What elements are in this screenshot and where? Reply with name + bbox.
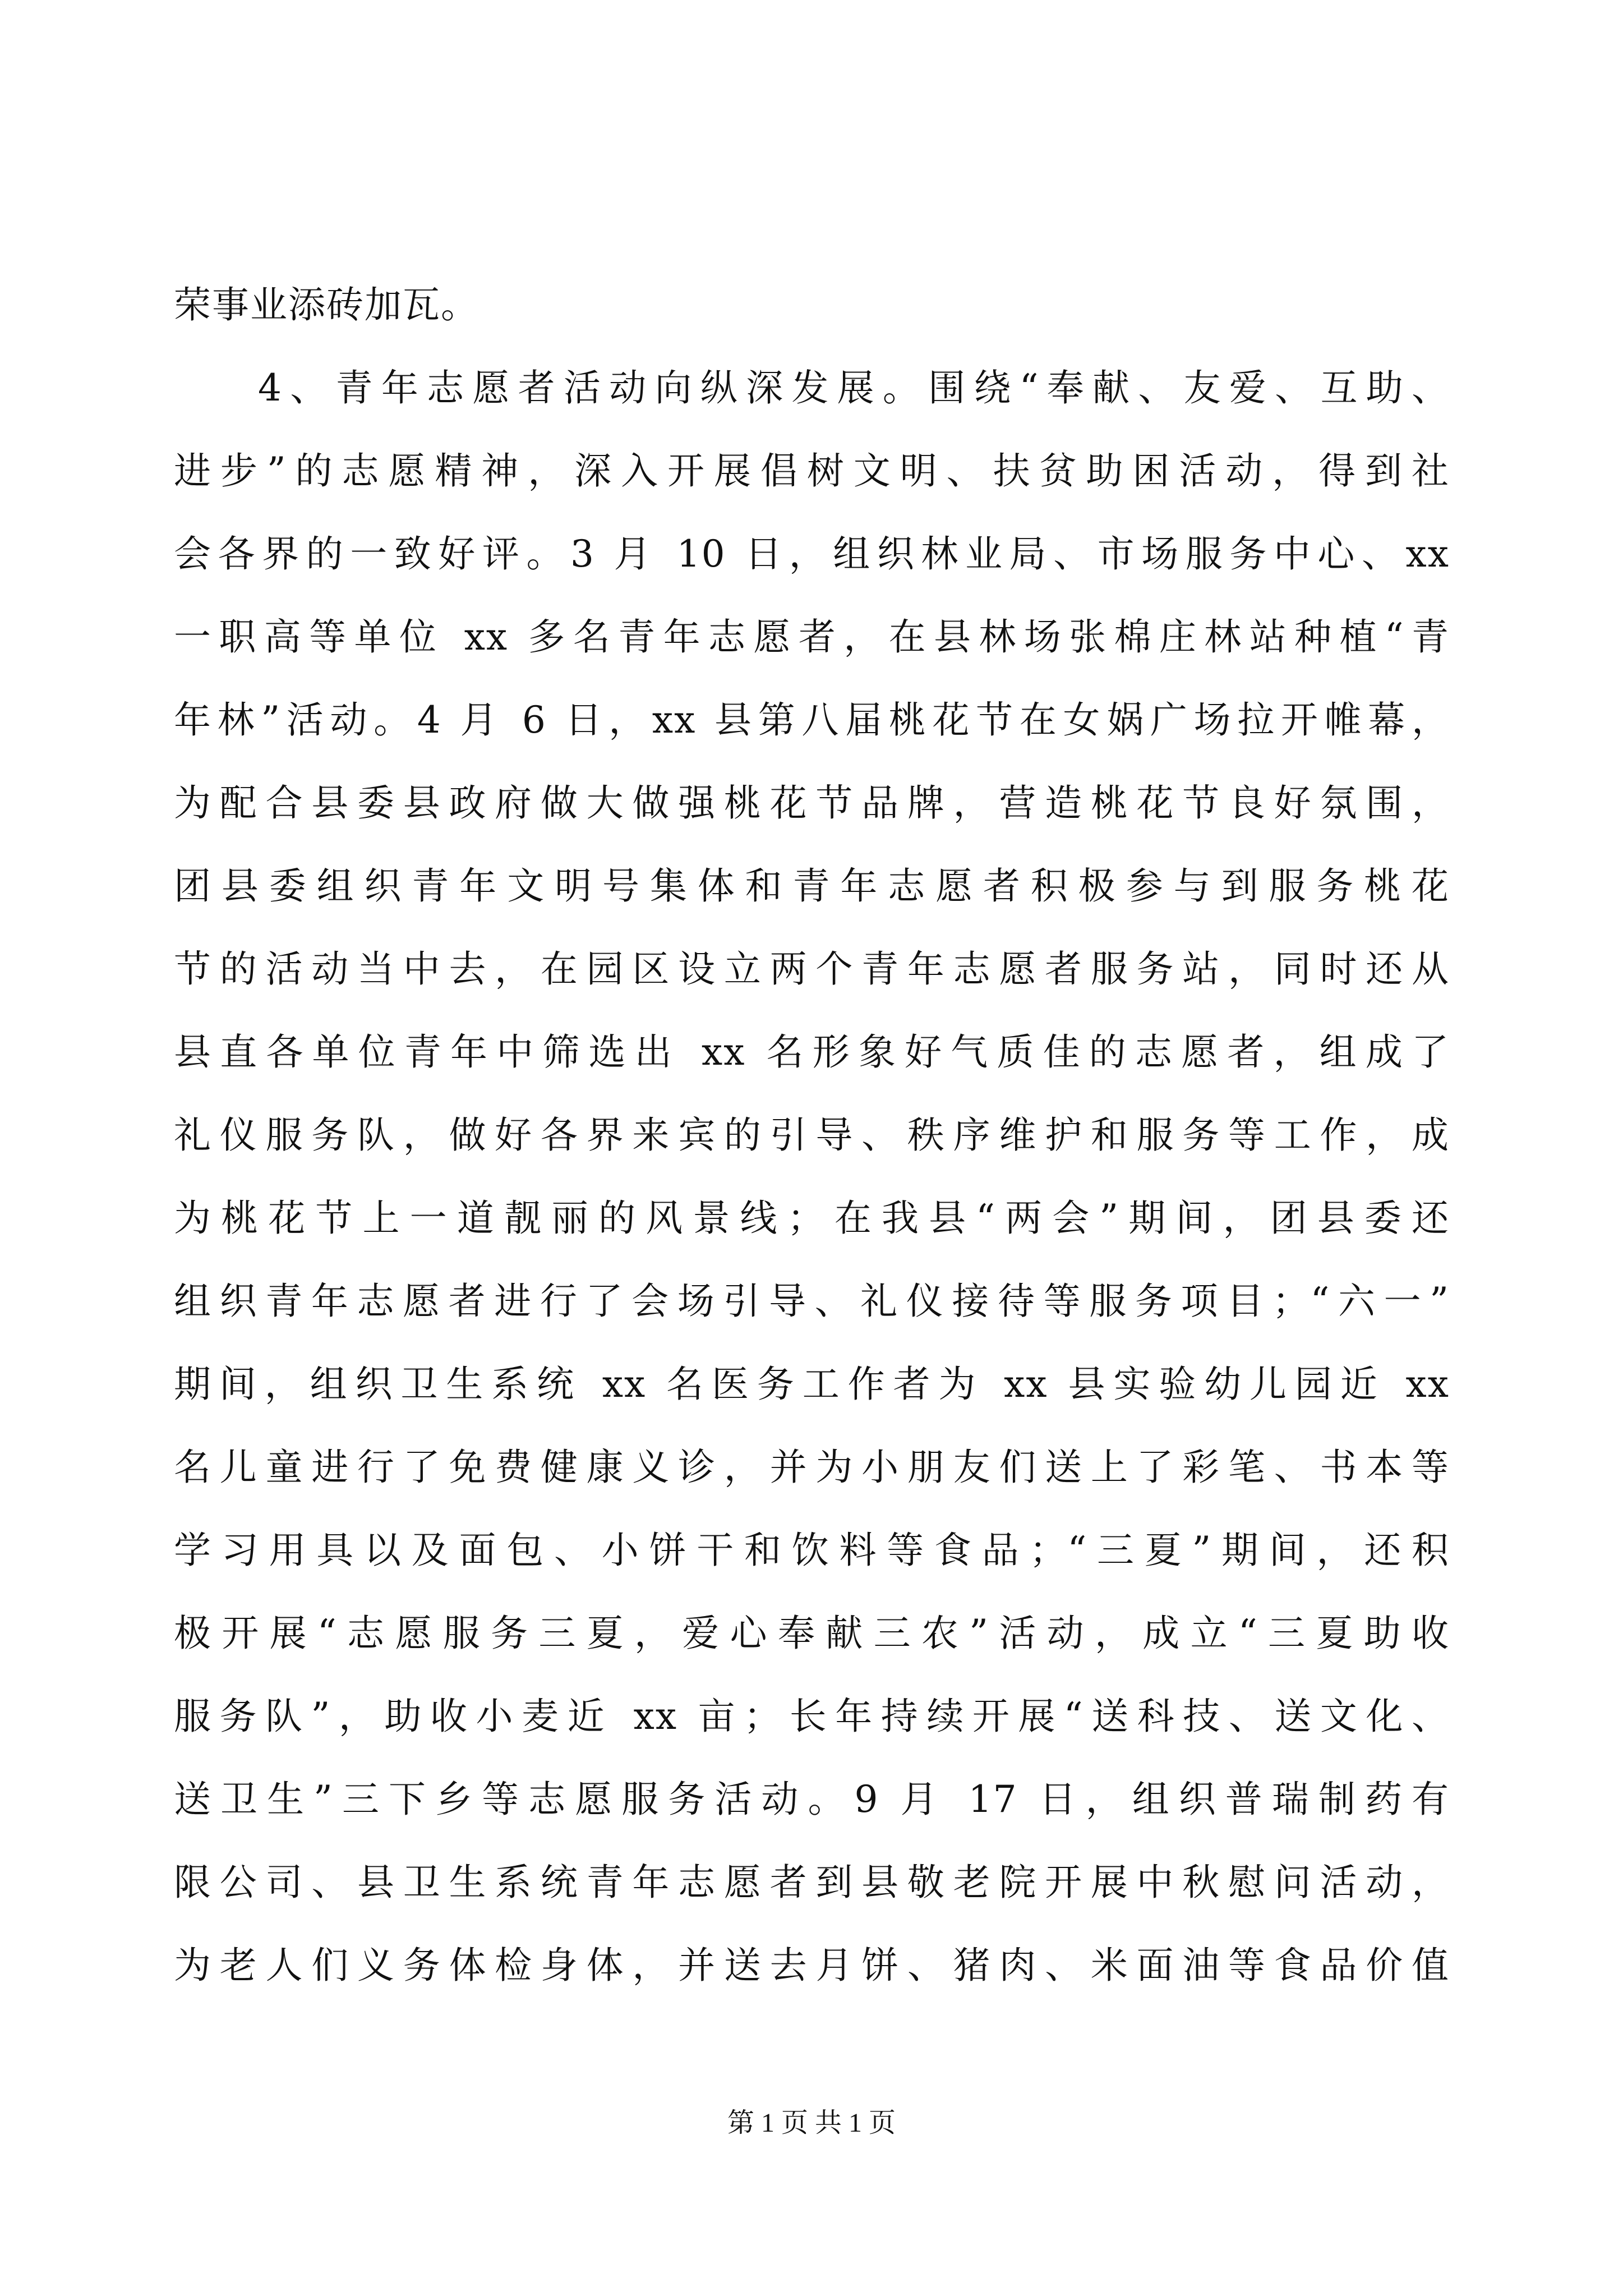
body-text [174, 264, 1450, 2007]
text-line: 组织青年志愿者进行了会场引导、礼仪接待等服务项目；“六一” [174, 1280, 1450, 1323]
text-line: 荣事业添砖加瓦。 [174, 283, 479, 326]
text-line: 进步”的志愿精神，深入开展倡树文明、扶贫助困活动，得到社 [174, 449, 1450, 493]
text-line: 为桃花节上一道靓丽的风景线；在我县“两会”期间，团县委还 [174, 1197, 1450, 1240]
page-number-footer: 第 1 页 共 1 页 [727, 2108, 896, 2138]
text-line: 4、青年志愿者活动向纵深发展。围绕“奉献、友爱、互助、 [258, 366, 1450, 409]
text-line: 为老人们义务体检身体，并送去月饼、猪肉、米面油等食品价值 [174, 1944, 1450, 1987]
text-line: 服务队”，助收小麦近 xx 亩；长年持续开展“送科技、送文化、 [174, 1695, 1450, 1738]
text-line: 一职高等单位 xx 多名青年志愿者，在县林场张棉庄林站种植“青 [174, 615, 1450, 659]
text-line: 县直各单位青年中筛选出 xx 名形象好气质佳的志愿者，组成了 [174, 1030, 1450, 1074]
text-line: 礼仪服务队，做好各界来宾的引导、秩序维护和服务等工作，成 [174, 1114, 1450, 1157]
text-line: 团县委组织青年文明号集体和青年志愿者积极参与到服务桃花 [174, 864, 1450, 908]
text-line: 为配合县委县政府做大做强桃花节品牌，营造桃花节良好氛围， [174, 781, 1450, 825]
text-line: 节的活动当中去，在园区设立两个青年志愿者服务站，同时还从 [174, 947, 1450, 991]
text-line: 名儿童进行了免费健康义诊，并为小朋友们送上了彩笔、书本等 [174, 1446, 1450, 1489]
text-line: 年林”活动。4 月 6 日，xx 县第八届桃花节在女娲广场拉开帷幕， [174, 698, 1450, 742]
text-line: 学习用具以及面包、小饼干和饮料等食品；“三夏”期间，还积 [174, 1529, 1450, 1572]
text-line: 极开展“志愿服务三夏，爱心奉献三农”活动，成立“三夏助收 [174, 1612, 1450, 1655]
text-line: 期间，组织卫生系统 xx 名医务工作者为 xx 县实验幼儿园近 xx [174, 1363, 1450, 1406]
text-line: 会各界的一致好评。3 月 10 日，组织林业局、市场服务中心、xx [174, 532, 1450, 576]
text-line: 限公司、县卫生系统青年志愿者到县敬老院开展中秋慰问活动， [174, 1861, 1450, 1904]
text-line: 送卫生”三下乡等志愿服务活动。9 月 17 日，组织普瑞制药有 [174, 1778, 1450, 1821]
